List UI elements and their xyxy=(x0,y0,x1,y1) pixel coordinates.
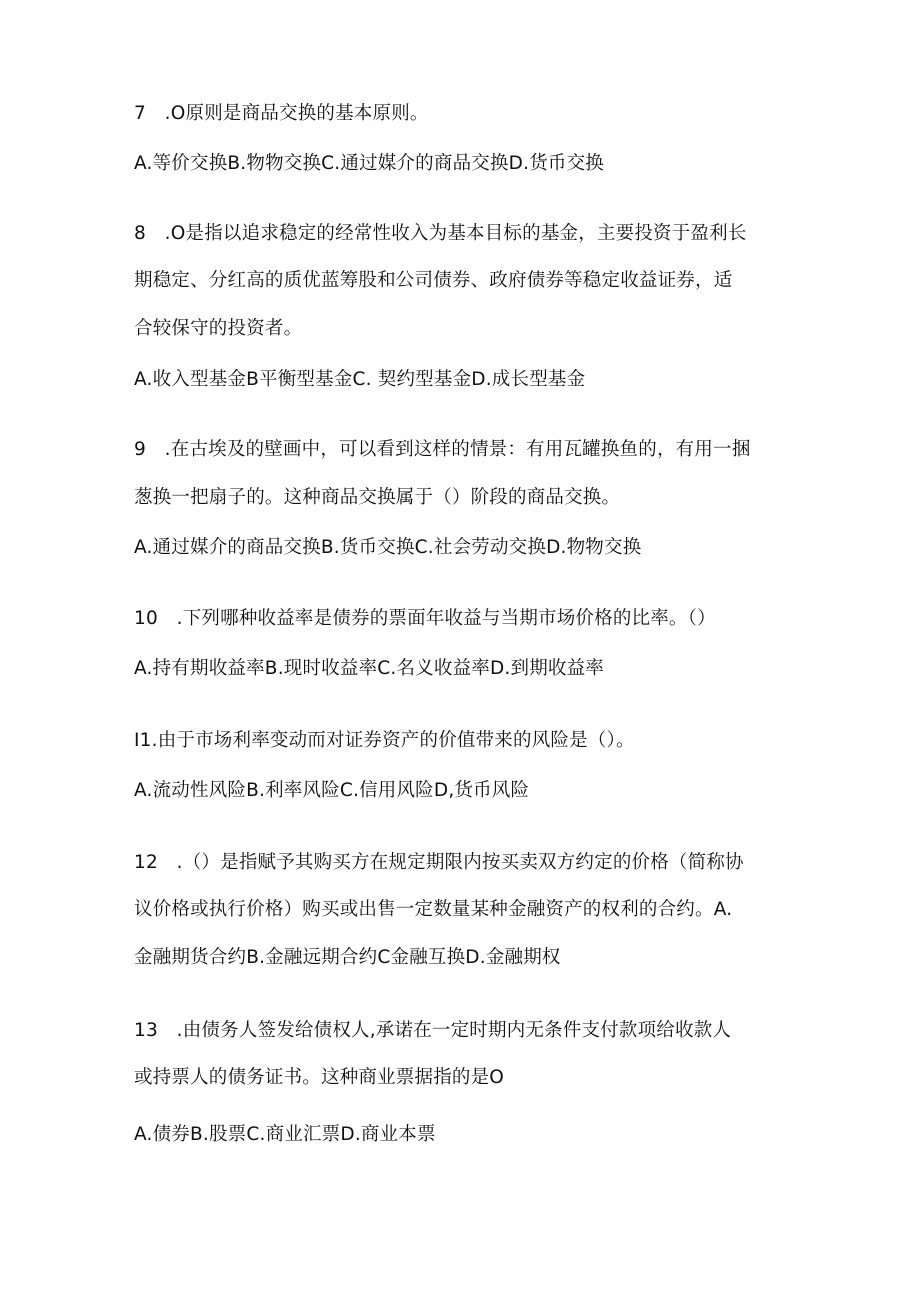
question-8-stem-line-3: 合较保守的投资者。 xyxy=(134,318,303,339)
question-10-options: A.持有期收益率B.现时收益率C.名义收益率D.到期收益率 xyxy=(134,658,605,679)
question-8-options: A.收入型基金B平衡型基金C. 契约型基金D.成长型基金 xyxy=(134,369,586,390)
question-13-stem-line-2: 或持票人的债务证书。这种商业票据指的是O xyxy=(134,1067,505,1088)
question-8-stem-line-2: 期稳定、分红高的质优蓝筹股和公司债券、政府债券等稳定收益证券，适 xyxy=(134,270,733,291)
question-9-stem-line-2: 葱换一把扇子的。这种商品交换属于（）阶段的商品交换。 xyxy=(134,487,621,508)
question-12-stem-line-1: 12 .（）是指赋予其购买方在规定期限内按买卖双方约定的价格（简称协 xyxy=(134,852,744,873)
question-8-stem-line-1: 8 .O是指以追求稳定的经常性收入为基本目标的基金，主要投资于盈利长 xyxy=(134,223,747,244)
question-9-stem-line-1: 9 .在古埃及的壁画中，可以看到这样的情景：有用瓦罐换鱼的，有用一捆 xyxy=(134,439,751,460)
question-7-options: A.等价交换B.物物交换C.通过媒介的商品交换D.货币交换 xyxy=(134,153,605,174)
question-12-stem-line-3: 金融期货合约B.金融远期合约C金融互换D.金融期权 xyxy=(134,947,561,968)
question-11-options: A.流动性风险B.利率风险C.信用风险D,货币风险 xyxy=(134,780,530,801)
question-13-stem-line-1: 13 .由债务人签发给债权人,承诺在一定时期内无条件支付款项给收款人 xyxy=(134,1020,732,1041)
question-7-stem: 7 .O原则是商品交换的基本原则。 xyxy=(134,103,429,124)
question-10-stem: 10 .下列哪种收益率是债券的票面年收益与当期市场价格的比率。（） xyxy=(134,608,716,629)
question-9-options: A.通过媒介的商品交换B.货币交换C.社会劳动交换D.物物交换 xyxy=(134,537,642,558)
question-11-stem: I1.由于市场利率变动而对证券资产的价值带来的风险是（）。 xyxy=(134,730,635,751)
question-13-options: A.债券B.股票C.商业汇票D.商业本票 xyxy=(134,1124,436,1145)
question-12-stem-line-2: 议价格或执行价格）购买或出售一定数量某种金融资产的权利的合约。A. xyxy=(134,899,733,920)
